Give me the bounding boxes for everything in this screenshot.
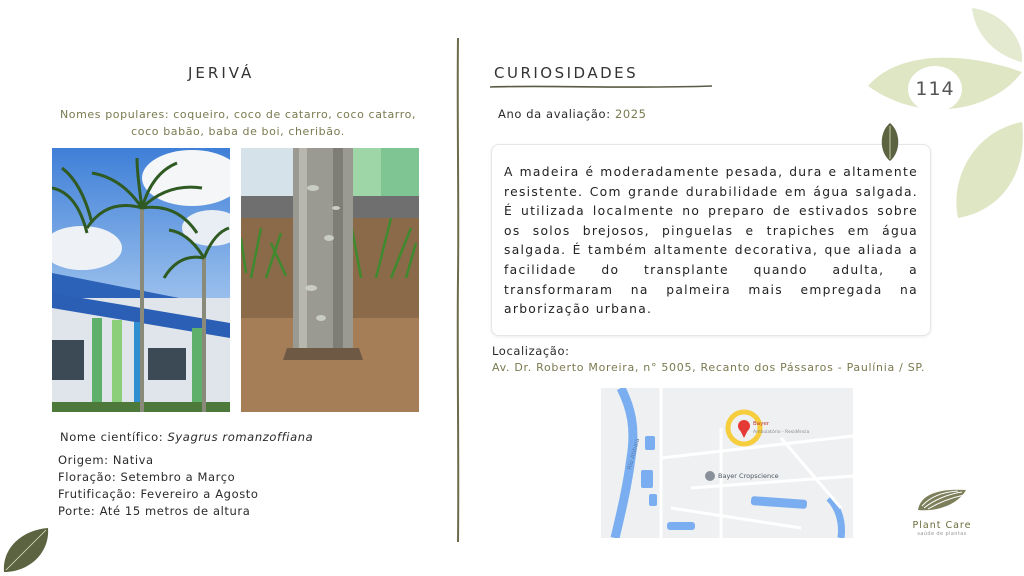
fact-origin: Origem: Nativa bbox=[58, 453, 154, 467]
evaluation-year bbox=[498, 107, 647, 121]
location-map[interactable] bbox=[601, 388, 853, 538]
logo-tagline: saúde de plantas bbox=[917, 531, 967, 537]
title-underline bbox=[490, 84, 712, 90]
corner-leaf-icon bbox=[0, 524, 52, 576]
scientific-name-label: Nome científico: bbox=[60, 430, 168, 444]
scientific-name-line bbox=[60, 430, 313, 444]
plant-care-leaf-icon bbox=[914, 484, 970, 514]
year-label: Ano da avaliação: bbox=[498, 107, 615, 121]
map-pin-label: Bayer bbox=[753, 421, 770, 427]
scientific-name: Syagrus romanzoffiana bbox=[167, 430, 314, 444]
palm-tree-photo bbox=[52, 148, 230, 412]
map-place-label: Bayer Cropscience bbox=[718, 472, 779, 480]
fact-size: Porte: Até 15 metros de altura bbox=[58, 504, 251, 518]
map-pin-sublabel: Ambulatório - Residência bbox=[753, 430, 810, 435]
map-road-label: Rio Atibaia bbox=[626, 437, 642, 471]
fact-flowering: Floração: Setembro a Março bbox=[58, 470, 236, 484]
description-text: A madeira é moderadamente pesada, dura e altamente resistente. Com grande durabilidade em água salgada. É utilizada localmente no preparo de estivados sobre os solos brejosos, pinguelas e trapiches em água salgada. É também altamente decorativa, que aliada a facilidade do transplante quando adulta, a transformaram na palmeira mais empregada na arborização urbana. bbox=[504, 165, 918, 317]
popular-names: Nomes populares: coqueiro, coco de catarro, coco catarro, coco babão, baba de boi, cheribão. bbox=[59, 108, 417, 138]
location-address: Av. Dr. Roberto Moreira, n° 5005, Recanto dos Pássaros - Paulínia / SP. bbox=[492, 361, 926, 374]
palm-trunk-photo bbox=[241, 148, 419, 412]
curiosities-title: CURIOSIDADES bbox=[494, 64, 639, 82]
decorative-leaves bbox=[854, 0, 1024, 230]
plant-facts bbox=[58, 452, 259, 520]
vertical-divider bbox=[455, 38, 461, 542]
page-number: 114 bbox=[915, 78, 955, 100]
plant-care-logo bbox=[902, 484, 982, 542]
map-place-icon bbox=[705, 471, 715, 481]
fact-fruiting: Frutificação: Fevereiro a Agosto bbox=[58, 487, 259, 501]
location-label: Localização: bbox=[492, 344, 570, 358]
logo-name: Plant Care bbox=[912, 520, 972, 531]
page-number-badge bbox=[908, 66, 962, 112]
small-leaf-icon bbox=[878, 122, 902, 162]
year-value: 2025 bbox=[614, 107, 647, 121]
plant-title: JERIVÁ bbox=[188, 64, 255, 82]
